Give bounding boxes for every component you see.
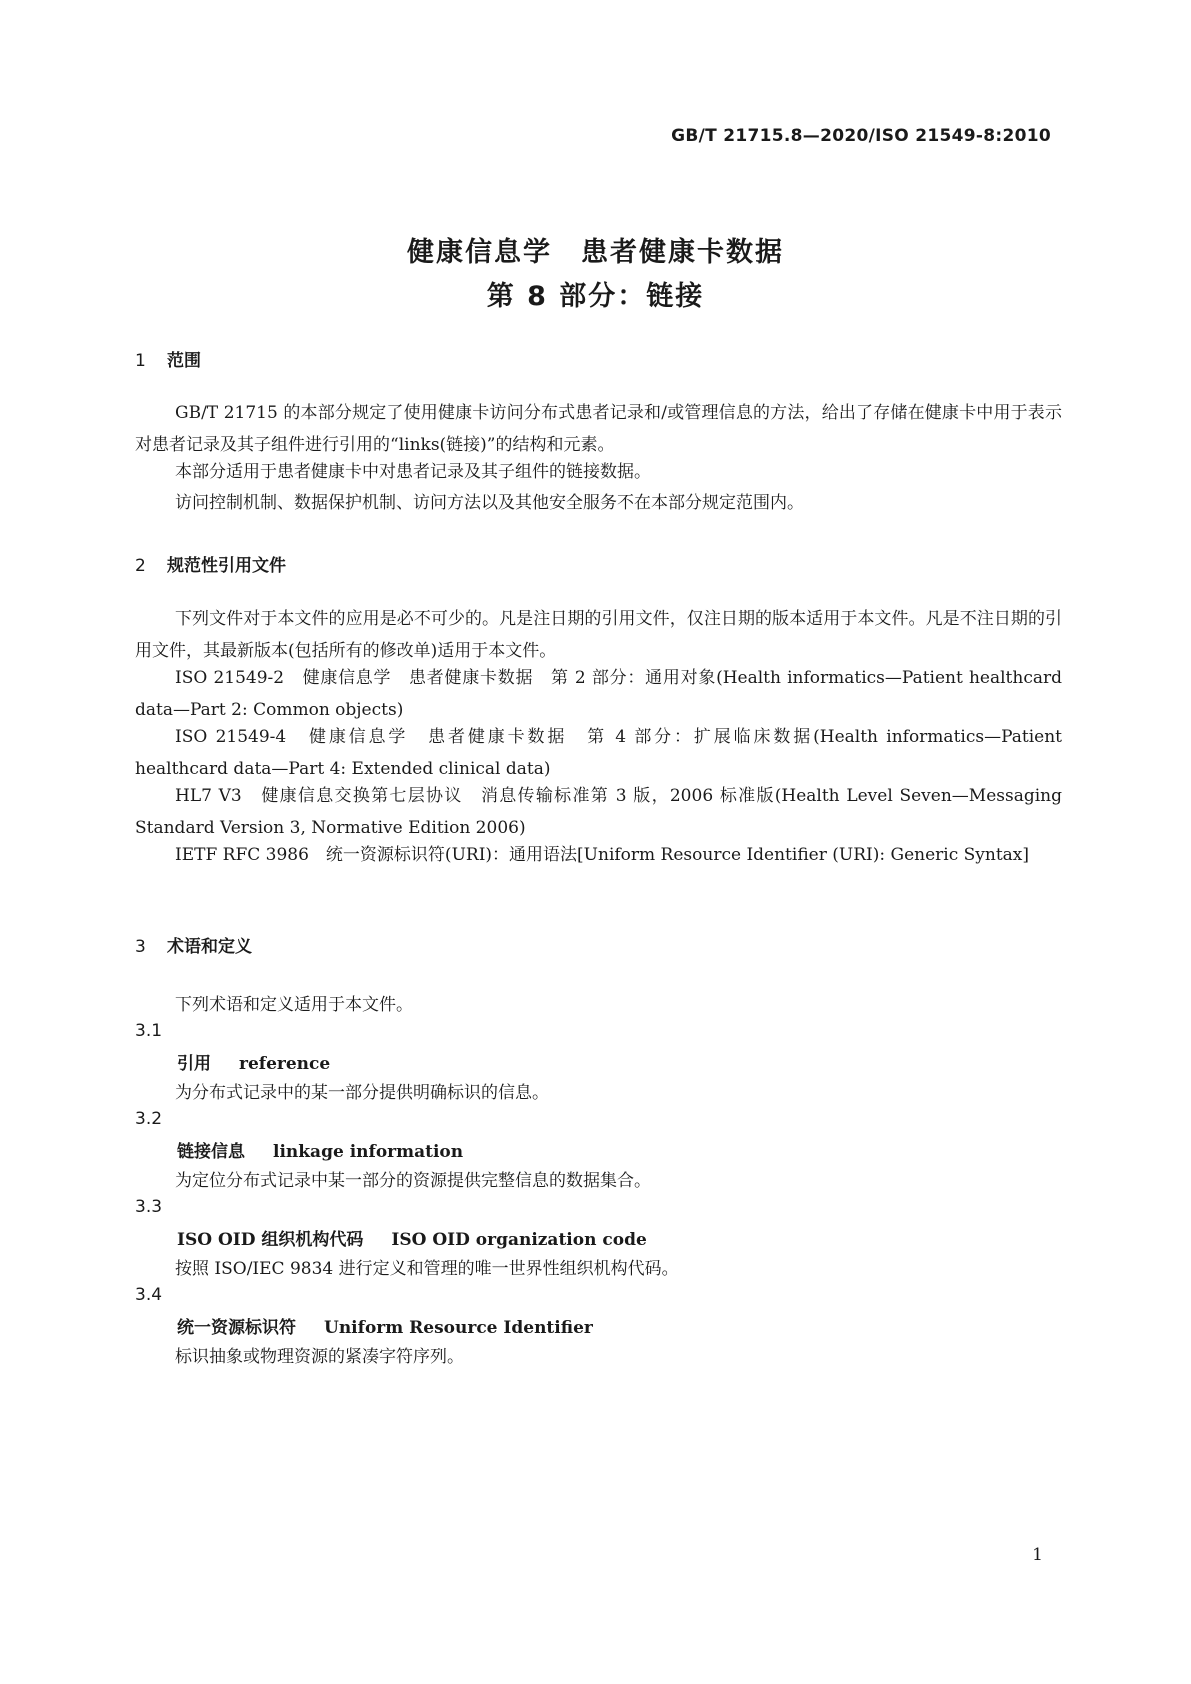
term-entry — [177, 1137, 463, 1162]
term-en: ISO OID organization code — [391, 1230, 647, 1250]
standard-code: GB/T 21715.8—2020/ISO 21549-8:2010 — [671, 126, 1051, 146]
term-definition: 标识抽象或物理资源的紧凑字符序列。 — [175, 1347, 464, 1367]
term-en: linkage information — [273, 1142, 464, 1162]
term-en: reference — [239, 1054, 331, 1074]
section-number: 3 — [135, 937, 146, 957]
document-title: 健康信息学 患者健康卡数据 — [407, 237, 784, 268]
term-definition: 按照 ISO/IEC 9834 进行定义和管理的唯一世界性组织机构代码。 — [175, 1259, 679, 1279]
paragraph: 本部分适用于患者健康卡中对患者记录及其子组件的链接数据。 — [175, 462, 651, 482]
term-entry — [177, 1313, 593, 1338]
paragraph: 下列术语和定义适用于本文件。 — [175, 995, 413, 1015]
section-title: 术语和定义 — [167, 937, 252, 957]
term-number: 3.4 — [135, 1285, 163, 1305]
term-definition: 为分布式记录中的某一部分提供明确标识的信息。 — [175, 1083, 549, 1103]
section-title: 规范性引用文件 — [167, 556, 286, 576]
term-en: Uniform Resource Identifier — [324, 1318, 593, 1338]
term-cn: 链接信息 — [177, 1142, 245, 1162]
term-definition: 为定位分布式记录中某一部分的资源提供完整信息的数据集合。 — [175, 1171, 651, 1191]
page-number: 1 — [1032, 1545, 1043, 1565]
reference-item: IETF RFC 3986 统一资源标识符(URI)：通用语法[Uniform Resource Identifier (URI): Generic Syntax] — [175, 845, 1030, 865]
section-number: 2 — [135, 556, 146, 576]
section-heading-normative-references — [135, 551, 286, 576]
paragraph: 访问控制机制、数据保护机制、访问方法以及其他安全服务不在本部分规定范围内。 — [175, 493, 804, 513]
section-heading-scope — [135, 346, 201, 371]
document-subtitle: 第 8 部分：链接 — [486, 281, 705, 312]
term-cn: ISO OID 组织机构代码 — [177, 1230, 364, 1250]
section-heading-terms — [135, 932, 252, 957]
reference-item: ISO 21549-2 健康信息学 患者健康卡数据 第 2 部分：通用对象(Health informatics—Patient healthcard data—Part 2: Common objects) — [135, 668, 1062, 720]
paragraph: GB/T 21715 的本部分规定了使用健康卡访问分布式患者记录和/或管理信息的方法，给出了存储在健康卡中用于表示对患者记录及其子组件进行引用的“links(链接)”的结构和元素。 — [135, 403, 1062, 455]
term-entry — [177, 1225, 647, 1250]
section-title: 范围 — [167, 351, 201, 371]
term-cn: 引用 — [177, 1054, 211, 1074]
paragraph: 下列文件对于本文件的应用是必不可少的。凡是注日期的引用文件，仅注日期的版本适用于本文件。凡是不注日期的引用文件，其最新版本(包括所有的修改单)适用于本文件。 — [135, 609, 1062, 661]
term-cn: 统一资源标识符 — [177, 1318, 296, 1338]
term-number: 3.1 — [135, 1021, 163, 1041]
reference-item: ISO 21549-4 健康信息学 患者健康卡数据 第 4 部分：扩展临床数据(Health informatics—Patient healthcard data—Part 4: Extended clinical data) — [135, 727, 1062, 779]
term-number: 3.3 — [135, 1197, 163, 1217]
term-entry — [177, 1049, 330, 1074]
term-number: 3.2 — [135, 1109, 163, 1129]
reference-item: HL7 V3 健康信息交换第七层协议 消息传输标准第 3 版，2006 标准版(Health Level Seven—Messaging Standard Version 3, Normative Edition 2006) — [135, 786, 1062, 838]
section-number: 1 — [135, 351, 146, 371]
